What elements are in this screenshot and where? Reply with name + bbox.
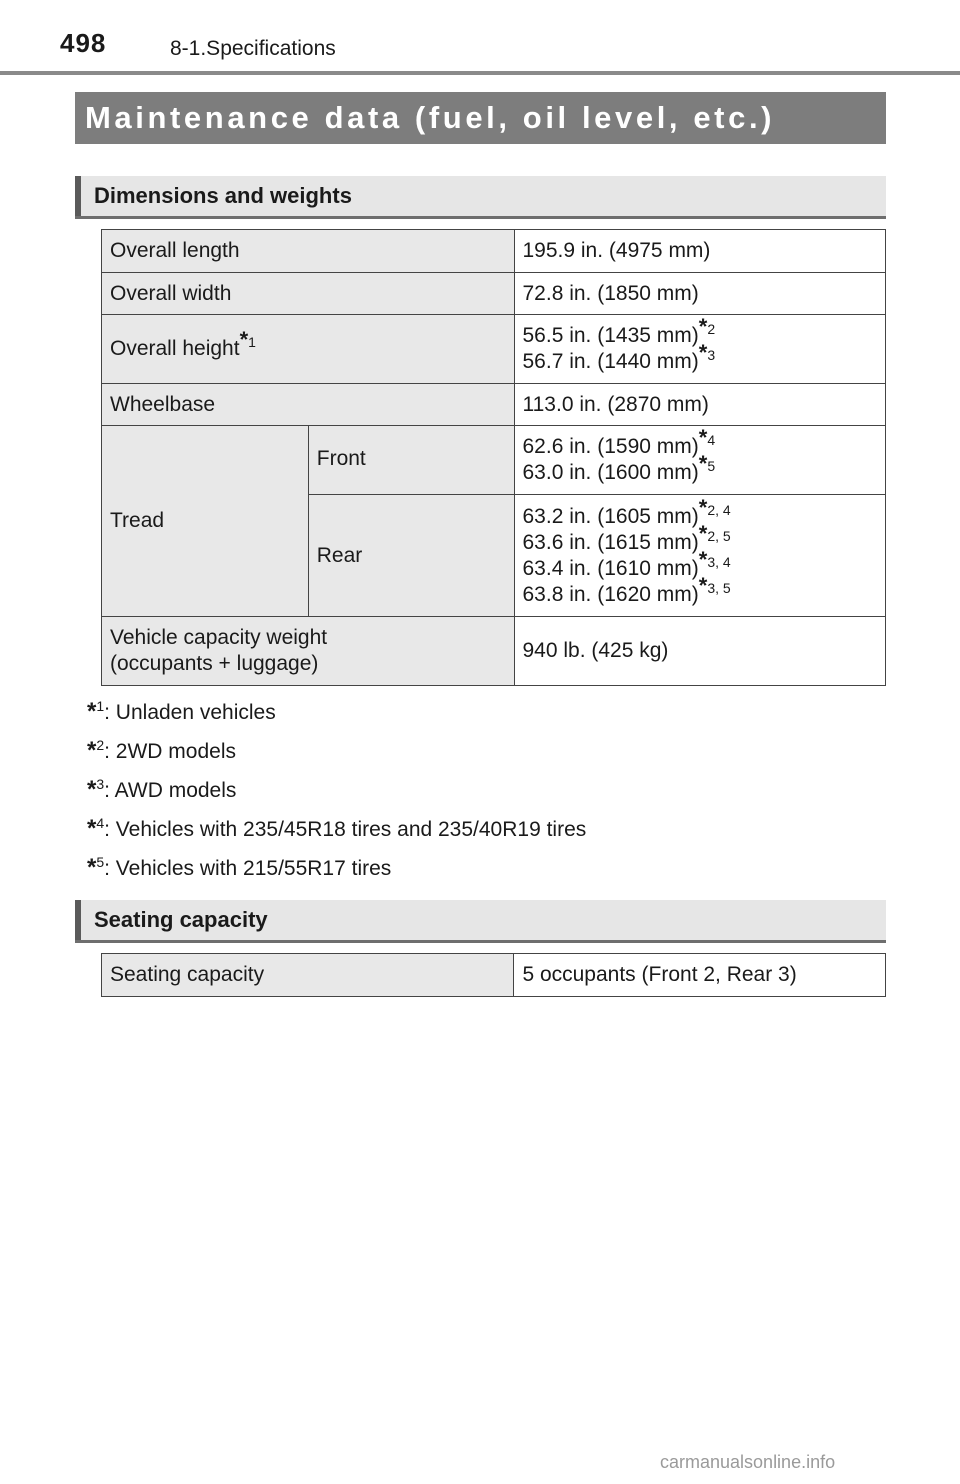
footnote: *$^2$: 2WD models [87, 737, 237, 764]
page-number: 498 [60, 28, 107, 58]
overall-width-value: 72.8 in. (1850 mm) [514, 273, 886, 315]
overall-height-label: Overall height$^{*1}$ [102, 315, 515, 384]
header-rule [0, 71, 960, 75]
capacity-weight-value: 940 lb. (425 kg) [514, 617, 886, 686]
table-row [102, 273, 886, 315]
tread-label: Tread [102, 426, 309, 617]
wheelbase-label: Wheelbase [102, 384, 515, 426]
seating-table [101, 953, 886, 997]
table-row [102, 230, 886, 273]
footnote: *$^4$: Vehicles with 235/45R18 tires and 235/40R19 tires [87, 815, 587, 842]
table-row [102, 426, 886, 495]
wheelbase-value: 113.0 in. (2870 mm) [514, 384, 886, 426]
tread-rear-label: Rear [308, 495, 514, 617]
footnote: *$^3$: AWD models [87, 776, 237, 803]
table-row [102, 617, 886, 686]
seating-capacity-label: Seating capacity [102, 954, 514, 997]
tread-rear-value: 63.2 in. (1605 mm)$^{*2, 4}$ 63.6 in. (1615 mm)$^{*2, 5}$ 63.4 in. (1610 mm)$^{*3, 4}$ 63.8 in. (1620 mm)$^{*3, 5}$ [514, 495, 886, 617]
overall-length-label: Overall length [102, 230, 515, 273]
table-row [102, 954, 886, 997]
seating-capacity-value: 5 occupants (Front 2, Rear 3) [514, 954, 886, 997]
footnote: *$^1$: Unladen vehicles [87, 698, 276, 725]
tread-front-value: 62.6 in. (1590 mm)$^{*4}$ 63.0 in. (1600 mm)$^{*5}$ [514, 426, 886, 495]
tread-front-label: Front [308, 426, 514, 495]
watermark: carmanualsonline.info [660, 1452, 836, 1472]
table-row [102, 384, 886, 426]
table-row [102, 315, 886, 384]
section-heading-dimensions: Dimensions and weights [75, 176, 886, 216]
capacity-weight-label: Vehicle capacity weight (occupants + luggage) [102, 617, 515, 686]
main-title-bar: Maintenance data (fuel, oil level, etc.) [75, 92, 886, 144]
dimensions-table [101, 229, 886, 686]
footnote: *$^5$: Vehicles with 215/55R17 tires [87, 854, 392, 881]
overall-length-value: 195.9 in. (4975 mm) [514, 230, 886, 273]
overall-width-label: Overall width [102, 273, 515, 315]
overall-height-value: 56.5 in. (1435 mm)$^{*2}$ 56.7 in. (1440 mm)$^{*3}$ [514, 315, 886, 384]
chapter-title: 8-1.Specifications [170, 37, 336, 60]
footnotes [87, 697, 586, 892]
section-heading-seating: Seating capacity [75, 900, 886, 940]
